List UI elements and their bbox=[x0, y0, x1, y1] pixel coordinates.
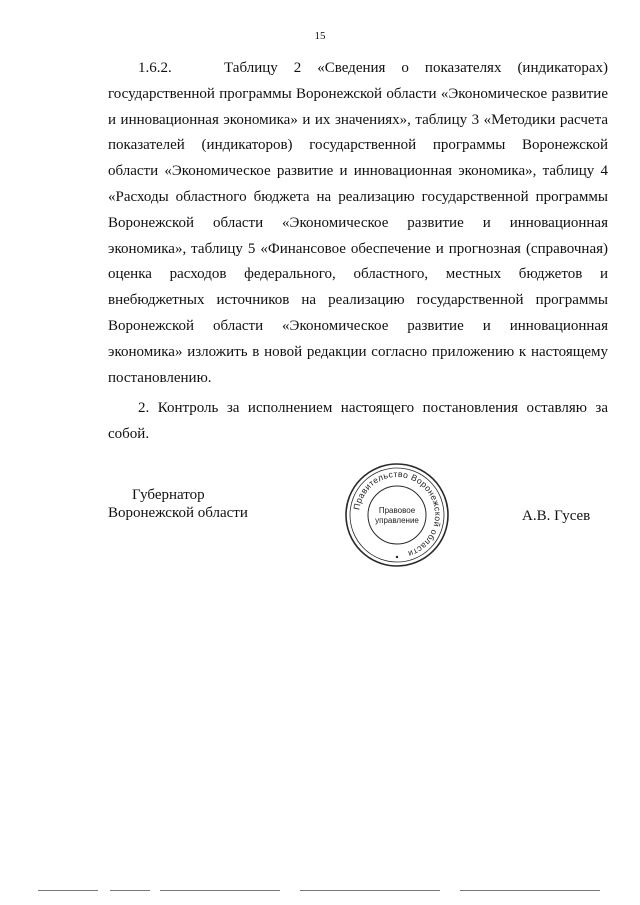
signer-position-line2: Воронежской области bbox=[108, 505, 248, 521]
signer-position-line1: Губернатор bbox=[132, 487, 205, 503]
stamp-outer-text: Правительство Воронежской области bbox=[351, 468, 444, 560]
item-number: 1.6.2. bbox=[138, 60, 172, 76]
footer-rule bbox=[160, 890, 280, 891]
seal-stamp-icon bbox=[344, 462, 450, 568]
page-number: 15 bbox=[314, 30, 326, 42]
item-1-text: Таблицу 2 «Сведения о показателях (индикаторах) государственной программы Воронежской области «Экономическое развитие и инновационная экономика» и их значениях», таблицу 3 «Методики расчета показателей (индикаторов) государственной программы Воронежской области «Экономическое развитие и инновационная экономика», таблицу 4 «Расходы областного бюджета на реализацию государственной программы Воронежской области «Экономическое развитие и инновационная экономика», таблицу 5 «Финансовое обеспечение и прогнозная (справочная) оценка расходов федерального, областного, местных бюджетов и внебюджетных источников на реализацию государственной программы Воронежской области «Экономическое развитие и инновационная экономика» изложить в новой редакции согласно приложению к настоящему постановлению. bbox=[108, 60, 608, 386]
stamp-inner-line2: управление bbox=[375, 516, 419, 525]
footer-rule bbox=[110, 890, 150, 891]
footer-rule bbox=[38, 890, 98, 891]
signer-name: А.В. Гусев bbox=[522, 508, 591, 524]
paragraph-item-2: 2. Контроль за исполнением настоящего постановления оставляю за собой. bbox=[108, 400, 608, 443]
stamp-inner-line1: Правовое bbox=[378, 506, 416, 515]
footer-rule bbox=[460, 890, 600, 891]
footer-rule bbox=[300, 890, 440, 891]
